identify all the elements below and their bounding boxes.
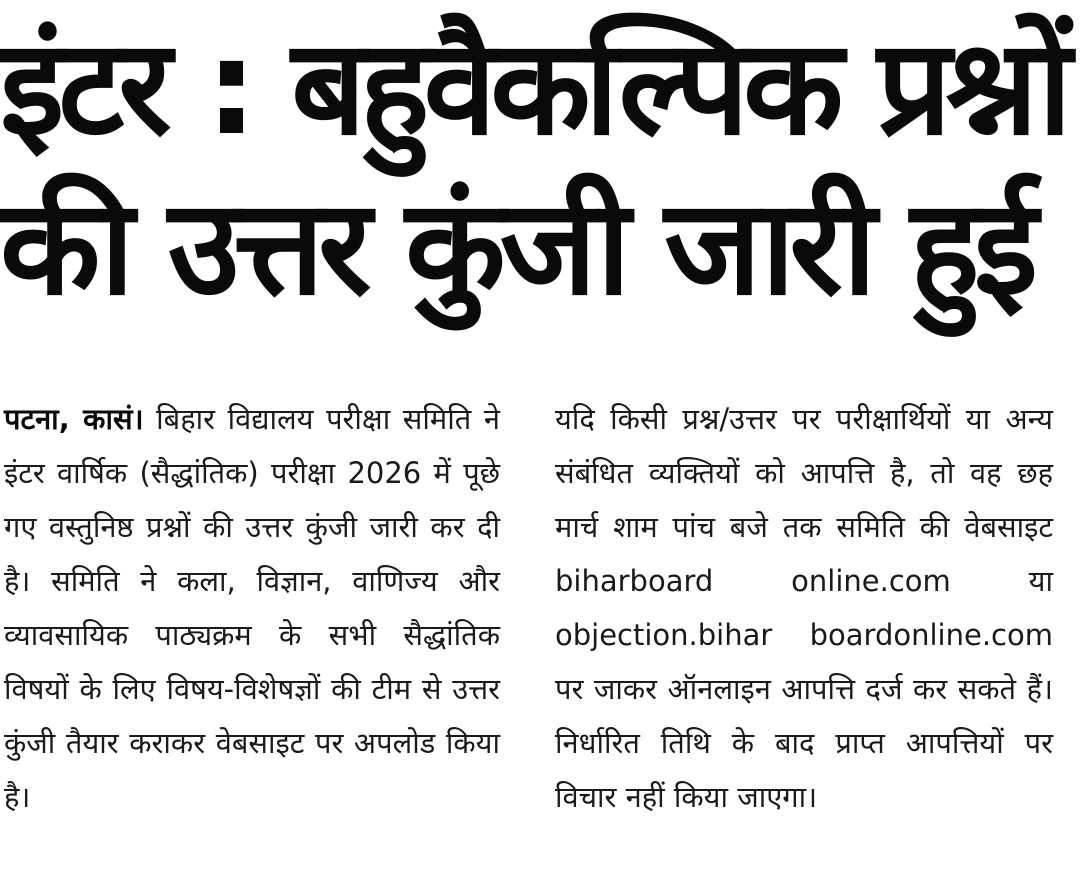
article-right-column bbox=[555, 392, 1053, 824]
headline-line-2: की उत्तर कुंजी जारी हुई bbox=[0, 171, 1032, 325]
article-left-column-text: बिहार विद्यालय परीक्षा समिति ने इंटर वार्षिक (सैद्धांतिक) परीक्षा 2026 में पूछे गए वस्तुनिष्ठ प्रश्नों की उत्तर कुंजी जारी कर दी है। समिति ने कला, विज्ञान, वाणिज्य और व्यावसायिक पाठ्यक्रम के सभी सैद्धांतिक विषयों के लिए विषय-विशेषज्ञों की टीम से उत्तर कुंजी तैयार कराकर वेबसाइट पर अपलोड किया है। bbox=[4, 402, 500, 814]
article-right-column-text: यदि किसी प्रश्न/उत्तर पर परीक्षार्थियों या अन्य संबंधित व्यक्तियों को आपत्ति है, तो वह छह मार्च शाम पांच बजे तक समिति की वेबसाइट biharboard online.com या objection.bihar boardonline.com पर जाकर ऑनलाइन आपत्ति दर्ज कर सकते हैं। निर्धारित तिथि के बाद प्राप्त आपत्तियों पर विचार नहीं किया जाएगा। bbox=[555, 402, 1053, 814]
article-left-column bbox=[4, 392, 500, 824]
article-byline: पटना, कासं। bbox=[4, 402, 144, 436]
headline bbox=[0, 8, 1080, 328]
article-body bbox=[0, 392, 1080, 872]
headline-line-1: इंटर : बहुवैकल्पिक प्रश्नों bbox=[0, 11, 1067, 165]
